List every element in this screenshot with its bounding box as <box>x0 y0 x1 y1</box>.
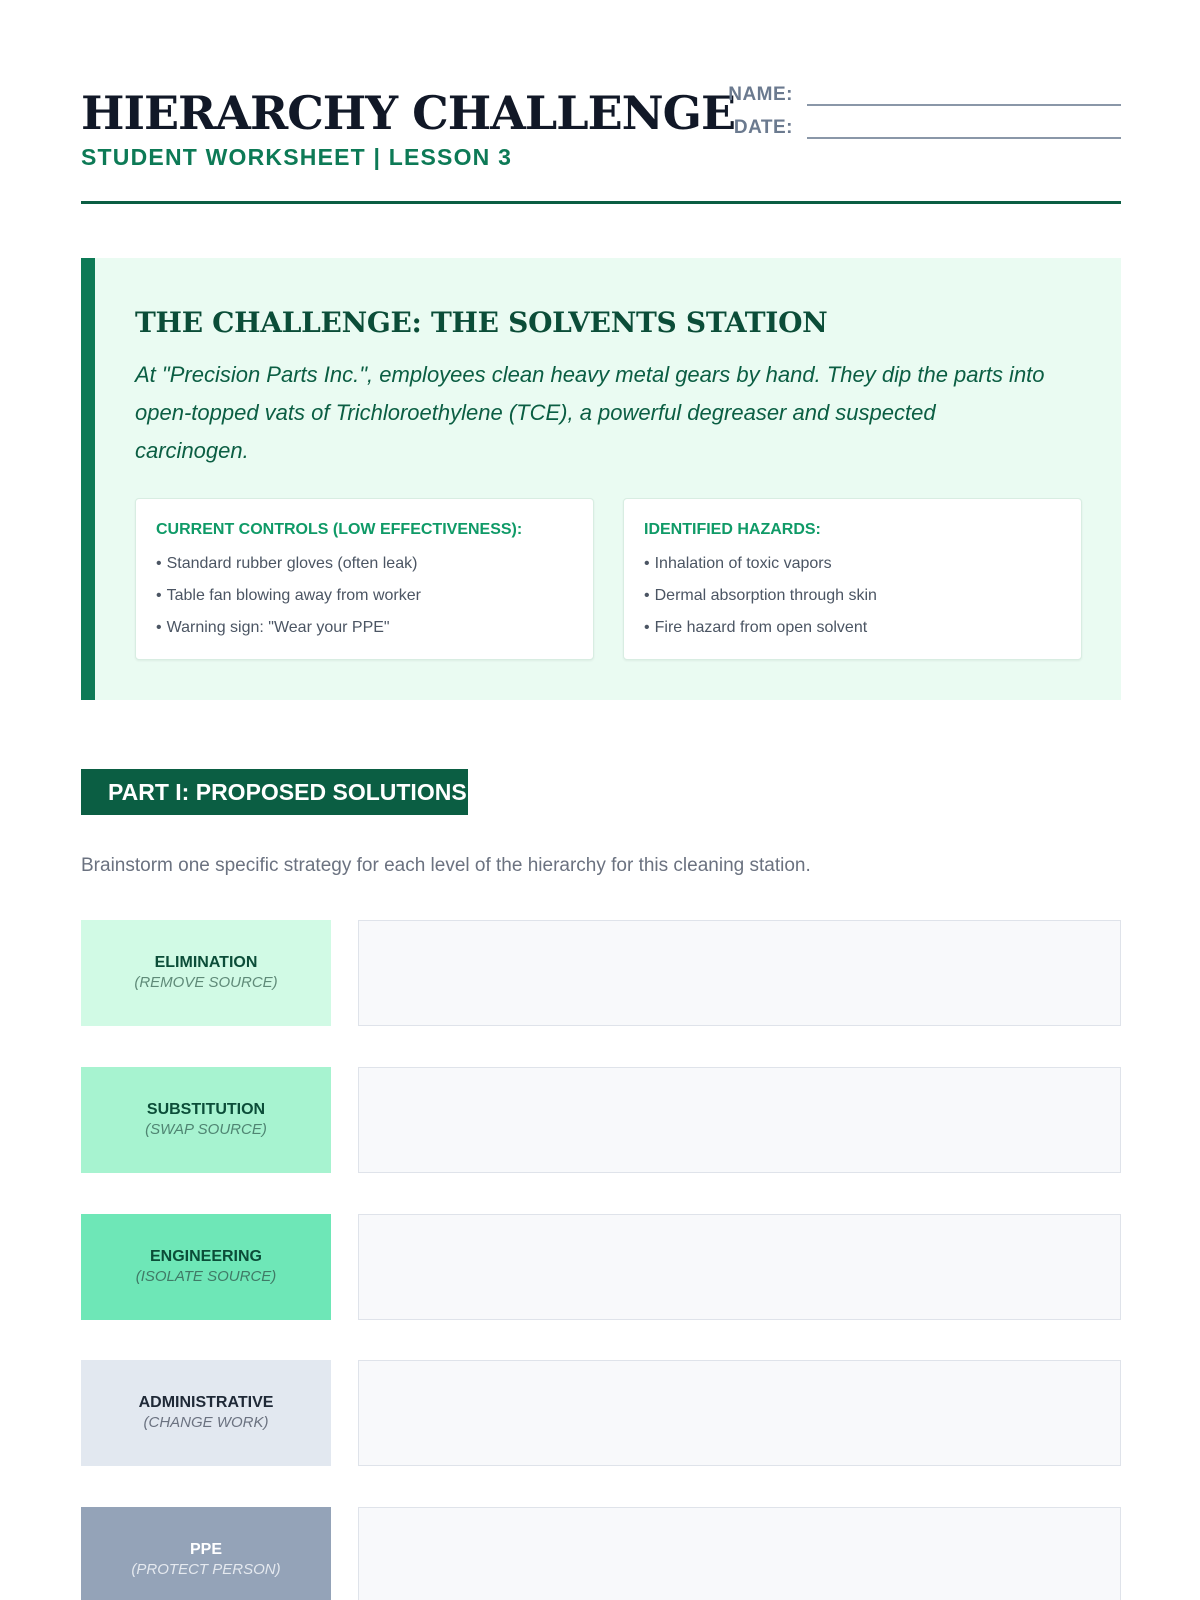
level-label <box>81 1214 331 1320</box>
current-controls-card <box>135 498 594 660</box>
challenge-box <box>81 258 1121 700</box>
bullet-icon: • <box>644 555 650 572</box>
answer-box-elimination[interactable] <box>358 920 1121 1026</box>
level-hint: (PROTECT PERSON) <box>131 1561 281 1578</box>
bullet-icon: • <box>644 587 650 604</box>
instructions-text: Brainstorm one specific strategy for each level of the hierarchy for this cleaning station. <box>81 855 811 876</box>
level-hint: (CHANGE WORK) <box>143 1414 269 1431</box>
page-subtitle: STUDENT WORKSHEET | LESSON 3 <box>81 144 513 170</box>
hierarchy-row-administrative <box>81 1360 1121 1466</box>
level-label <box>81 1360 331 1466</box>
list-item: • Fire hazard from open solvent <box>644 612 1061 644</box>
answer-box-engineering[interactable] <box>358 1214 1121 1320</box>
level-hint: (ISOLATE SOURCE) <box>135 1268 277 1285</box>
level-hint: (SWAP SOURCE) <box>145 1121 267 1138</box>
answer-box-substitution[interactable] <box>358 1067 1121 1173</box>
level-label <box>81 920 331 1026</box>
date-input-line[interactable] <box>807 137 1121 139</box>
answer-box-administrative[interactable] <box>358 1360 1121 1466</box>
challenge-title: THE CHALLENGE: THE SOLVENTS STATION <box>135 306 828 339</box>
level-name: ELIMINATION <box>154 954 258 971</box>
current-controls-title: CURRENT CONTROLS (LOW EFFECTIVENESS): <box>156 521 523 538</box>
level-label <box>81 1507 331 1600</box>
bullet-icon: • <box>156 619 162 636</box>
level-name: SUBSTITUTION <box>146 1101 266 1118</box>
list-item: • Warning sign: "Wear your PPE" <box>156 612 573 644</box>
name-field[interactable] <box>711 82 1121 108</box>
hierarchy-row-elimination <box>81 920 1121 1026</box>
level-hint: (REMOVE SOURCE) <box>134 974 278 991</box>
name-input-line[interactable] <box>807 104 1121 106</box>
section-heading: PART I: PROPOSED SOLUTIONS <box>81 769 468 815</box>
level-label <box>81 1067 331 1173</box>
page-title: HIERARCHY CHALLENGE <box>81 86 736 140</box>
level-name: ENGINEERING <box>149 1248 262 1265</box>
level-name: PPE <box>189 1541 222 1558</box>
hierarchy-row-substitution <box>81 1067 1121 1173</box>
hierarchy-row-engineering <box>81 1214 1121 1320</box>
level-name: ADMINISTRATIVE <box>138 1394 274 1411</box>
list-item: • Inhalation of toxic vapors <box>644 548 1061 580</box>
hazards-title: IDENTIFIED HAZARDS: <box>644 521 821 538</box>
date-label: DATE: <box>733 117 793 138</box>
worksheet-header <box>81 80 1121 204</box>
list-item: • Standard rubber gloves (often leak) <box>156 548 573 580</box>
list-item: • Dermal absorption through skin <box>644 580 1061 612</box>
date-field[interactable] <box>711 115 1121 141</box>
bullet-icon: • <box>644 619 650 636</box>
bullet-icon: • <box>156 587 162 604</box>
name-label: NAME: <box>728 84 793 105</box>
challenge-description: At "Precision Parts Inc.", employees clean heavy metal gears by hand. They dip the parts into open-topped vats of Trichloroethylene (TCE), a powerful degreaser and suspected carcinogen. <box>135 362 1045 463</box>
answer-box-ppe[interactable] <box>358 1507 1121 1600</box>
bullet-icon: • <box>156 555 162 572</box>
hierarchy-row-ppe <box>81 1507 1121 1600</box>
hazards-card <box>623 498 1082 660</box>
list-item: • Table fan blowing away from worker <box>156 580 573 612</box>
